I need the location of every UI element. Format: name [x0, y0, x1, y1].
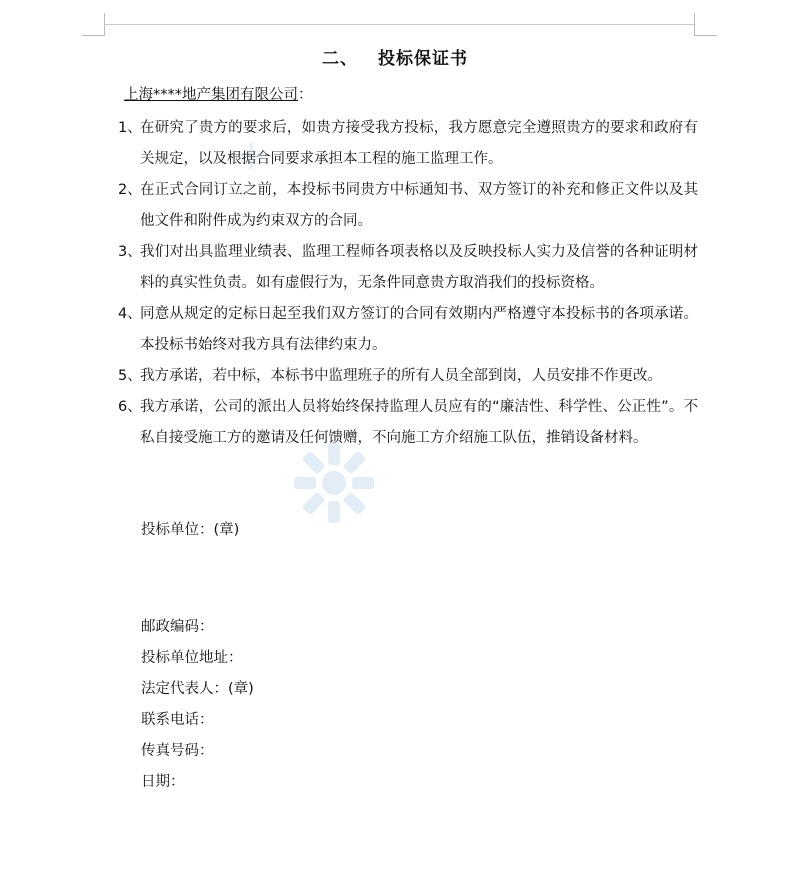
clause-item: [118, 392, 698, 454]
clause-item: [118, 175, 698, 237]
page-corner-mark-top-left: [82, 13, 105, 36]
addressee-suffix: ：: [298, 87, 313, 103]
clause-number: 3、: [118, 244, 142, 260]
clause-number: 6、: [118, 399, 142, 415]
clause-number: 2、: [118, 182, 142, 198]
addressee-company: 上海****地产集团有限公司: [124, 87, 298, 103]
postal-code-field: 邮政编码：: [141, 619, 214, 635]
clause-text: 同意从规定的定标日起至我们双方签订的合同有效期内严格遵守本投标书的各项承诺。本投标书始终对我方具有法律约束力。: [140, 306, 698, 353]
fax-field: 传真号码：: [141, 743, 214, 759]
clause-text: 我方承诺，公司的派出人员将始终保持监理人员应有的“廉洁性、科学性、公正性”。不私自接受施工方的邀请及任何馈赠，不向施工方介绍施工队伍，推销设备材料。: [140, 399, 698, 446]
page-title: [0, 44, 790, 69]
title-text: 投标保证书: [378, 49, 468, 69]
title-number: 二、: [322, 49, 358, 69]
bidder-signature: 投标单位：(章): [141, 522, 240, 538]
clause-text: 在正式合同订立之前，本投标书同贵方中标通知书、双方签订的补充和修正文件以及其他文件和附件成为约束双方的合同。: [140, 182, 698, 229]
phone-field: 联系电话：: [141, 712, 214, 728]
bidder-address-field: 投标单位地址：: [141, 650, 243, 666]
page-top-rule: [104, 24, 694, 25]
legal-representative-field: 法定代表人：(章): [141, 681, 254, 697]
addressee-line: [124, 83, 313, 104]
clause-number: 4、: [118, 306, 142, 322]
clause-number: 5、: [118, 368, 142, 384]
date-field: 日期：: [141, 774, 185, 790]
watermark-logo-icon: [291, 440, 377, 526]
clause-number: 1、: [118, 120, 142, 136]
clause-text: 我们对出具监理业绩表、监理工程师各项表格以及反映投标人实力及信誉的各种证明材料的真实性负责。如有虚假行为，无条件同意贵方取消我们的投标资格。: [140, 244, 698, 291]
clause-text: 我方承诺，若中标，本标书中监理班子的所有人员全部到岗，人员安排不作更改。: [140, 368, 662, 384]
clause-item: [118, 113, 698, 175]
clause-text: 在研究了贵方的要求后，如贵方接受我方投标，我方愿意完全遵照贵方的要求和政府有关规定，以及根据合同要求承担本工程的施工监理工作。: [140, 120, 698, 167]
clause-item: [118, 361, 698, 392]
clause-item: [118, 237, 698, 299]
clause-list: [118, 113, 698, 454]
contact-field-list: [141, 612, 254, 798]
page-corner-mark-top-right: [694, 13, 717, 36]
clause-item: [118, 299, 698, 361]
